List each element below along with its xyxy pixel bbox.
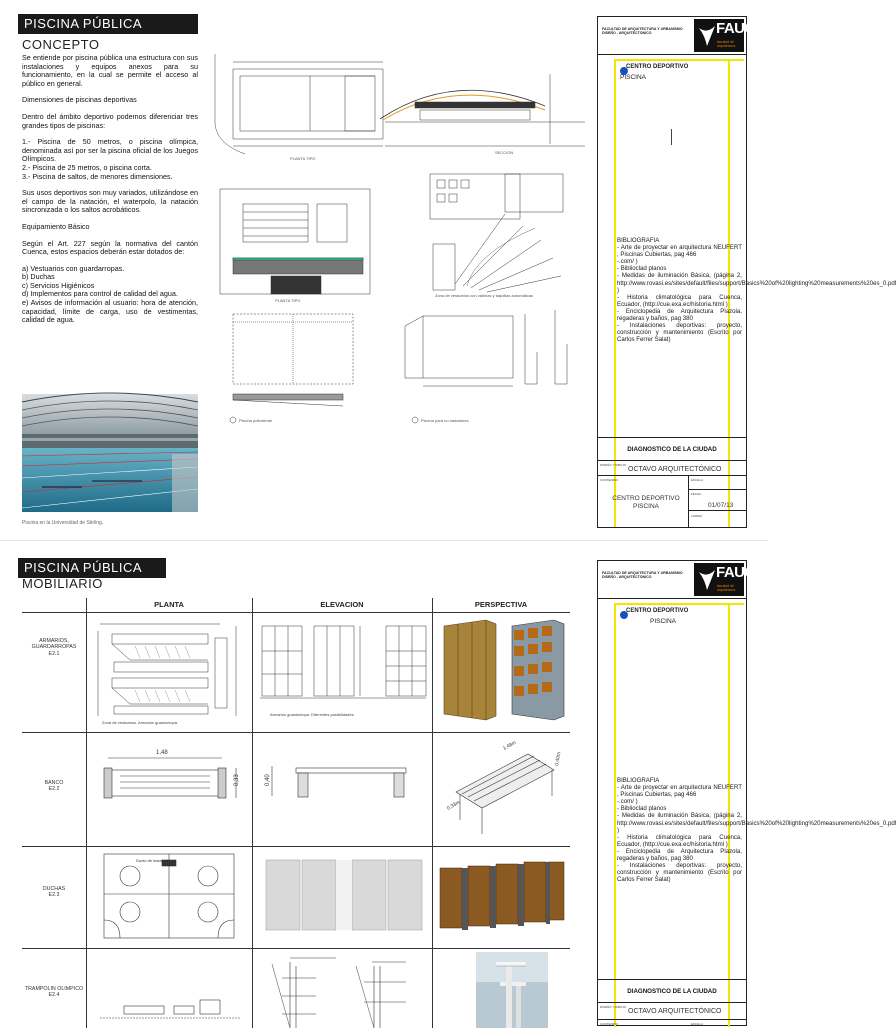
diving-board-perspective bbox=[436, 952, 568, 1033]
pool-plan-middle bbox=[220, 189, 370, 303]
paragraph: Dimensiones de piscinas deportivas bbox=[22, 95, 137, 105]
pool-section bbox=[380, 74, 585, 155]
furniture-table bbox=[22, 598, 570, 1028]
sheet-separator bbox=[0, 540, 768, 541]
table-rule bbox=[252, 598, 253, 1028]
page-title: PISCINA PÚBLICA bbox=[18, 14, 198, 34]
bibliography: BIBLIOGRAFIA - Arte de proyectar en arquitectura NEUFERT , Piscinas Cubiertas, pag 466 -.com/ ) - Biblioclad planos - Medidas de iluminación Básica, (página 2, http://www.rovasi.es/sites/default/files/support/Basics%20of%20lighting%20measurements%20es_0.pdf ) - Historia climatológica para Cuenca, Ecuador, (http://cue.exa.ec/historia.html ) - Enciclopedia de Arquitectura Plazola, regaderas y baños, pag 380 - Instalaciones deportivas: proyecto, construcción y mantenimiento (Escrito por Carlos Ferrer Salat) bbox=[617, 777, 896, 884]
logo-text: FAUC bbox=[716, 20, 755, 37]
accent-line bbox=[614, 603, 744, 605]
pool-non-swimmers-plan bbox=[405, 310, 567, 423]
row-divider bbox=[598, 1019, 746, 1020]
list-item: b) Duchas bbox=[22, 272, 55, 282]
drawing-caption: Armarios guardarropa. Diferentes posibilidades. bbox=[270, 712, 355, 717]
row-label-trampolin: TRAMPOLIN OLIMPICO E2.4 bbox=[24, 986, 84, 999]
paragraph: Según el Art. 227 según la normativa del cantón Cuenca, estos espacios deberán estar dotados de: bbox=[22, 238, 198, 257]
column-divider bbox=[688, 475, 689, 527]
bird-logo-icon bbox=[697, 24, 717, 48]
showers-perspective bbox=[436, 850, 568, 949]
project-subname: PISCINA bbox=[650, 618, 677, 625]
drawing-label: PLANTA TIPO bbox=[275, 298, 301, 303]
pool-photo bbox=[22, 394, 198, 512]
list-item: 1.- Piscina de 50 metros, o piscina olímpica, denominada así por ser la piscina oficial de los Juegos Olímpicos. bbox=[22, 137, 198, 164]
fauc-logo bbox=[694, 19, 755, 52]
date-value: 01/07/13 bbox=[708, 502, 734, 509]
equipment-list bbox=[22, 265, 198, 325]
label-dibujo: DISEÑO Y DIBUJO bbox=[600, 1005, 627, 1009]
row-divider bbox=[598, 475, 746, 476]
table-rule bbox=[86, 598, 87, 1028]
course-name: OCTAVO ARQUITECTÓNICO bbox=[628, 466, 722, 473]
content-value: CENTRO DEPORTIVO PISCINA bbox=[612, 495, 680, 510]
bench-elevation bbox=[256, 736, 428, 847]
section-title: MOBILIARIO bbox=[22, 576, 103, 591]
photo-caption: Piscina en la Universidad de Stirling. bbox=[22, 520, 104, 526]
row-label-duchas: DUCHAS E2.3 bbox=[42, 886, 66, 899]
paragraph: Equipamiento Básico bbox=[22, 221, 90, 231]
list-item: 2.- Piscina de 25 metros, o piscina corta. bbox=[22, 162, 152, 172]
label-escala: ESCALA bbox=[691, 478, 703, 482]
drawing-label: SECCION bbox=[495, 150, 514, 155]
sheet-mobiliario bbox=[0, 548, 896, 1026]
title-block bbox=[597, 560, 896, 1026]
dimension-label: 1,48m bbox=[502, 739, 518, 752]
drawing-label: Zona de vestuarios con cabinas y taquillas automáticas bbox=[435, 293, 534, 298]
bench-perspective bbox=[436, 736, 568, 847]
row-label-armarios: ARMARIOS, GUARDARROPAS E2.1 bbox=[31, 638, 77, 657]
fauc-logo bbox=[694, 563, 755, 596]
drawing-label: Piscina polivalente bbox=[239, 418, 273, 423]
concept-text bbox=[22, 54, 198, 325]
dimension-label: 0,33m bbox=[446, 799, 462, 812]
label-fecha: FECHA bbox=[691, 492, 702, 496]
dimension-label: 0,40 bbox=[265, 774, 271, 786]
dimension-label: 1,48 bbox=[156, 750, 168, 756]
title-block-header bbox=[598, 17, 755, 55]
project-subname: PISCINA bbox=[620, 74, 647, 81]
label-escala: ESCALA bbox=[691, 1022, 703, 1026]
diagnostico-heading: DIAGNOSTICO DE LA CIUDAD bbox=[598, 437, 746, 461]
list-item: c) Servicios Higiénicos bbox=[22, 280, 95, 290]
label-lamina: LAMINA bbox=[691, 514, 703, 518]
course-name: OCTAVO ARQUITECTÓNICO bbox=[628, 1008, 722, 1015]
bibliography: BIBLIOGRAFIA - Arte de proyectar en arquitectura NEUFERT , Piscinas Cubiertas, pag 466 -.com/ ) - Biblioclad planos - Medidas de iluminación Básica, (página 2, http://www.rovasi.es/sites/default/files/support/Basics%20of%20lighting%20measurements%20es_0.pdf ) - Historia climatológica para Cuenca, Ecuador, (http://cue.exa.ec/historia.html ) - Enciclopedia de Arquitectura Plazola, regaderas y baños, pag 380 - Instalaciones deportivas: proyecto, construcción y mantenimiento (Escrito por Carlos Ferrer Salat) bbox=[617, 237, 896, 344]
title-block bbox=[597, 16, 896, 528]
paragraph: Dentro del ámbito deportivo podemos diferenciar tres grandes tipos de piscinas: bbox=[22, 111, 198, 130]
drawing-label: PLANTA TIPO bbox=[290, 156, 316, 161]
pool-multipurpose-plan bbox=[230, 314, 353, 423]
logo-text: FAUC bbox=[716, 564, 755, 581]
lockers-plan bbox=[90, 616, 248, 733]
project-name: CENTRO DEPORTIVO bbox=[626, 64, 689, 70]
pool-plan-top bbox=[215, 54, 383, 161]
pool-drawings bbox=[205, 14, 590, 424]
label-contenido: CONTENIDO bbox=[600, 1022, 618, 1026]
page-title: PISCINA PÚBLICA bbox=[18, 558, 166, 578]
dimension-label: 0,40m bbox=[554, 751, 563, 767]
list-item: d) Implementos para control de calidad del agua. bbox=[22, 289, 178, 299]
school-name: FACULTAD DE ARQUITECTURA Y URBANISMO DISEÑO - ARQUITECTONICO bbox=[602, 27, 683, 36]
column-header-planta: PLANTA bbox=[154, 600, 184, 609]
label-contenido: CONTENIDO bbox=[600, 478, 618, 482]
locker-room-plan bbox=[430, 174, 563, 298]
paragraph: Sus usos deportivos son muy variados, utilizándose en el campo de la natación, el waterpolo, la natación sincronizada o los saltos acrobáticos. bbox=[22, 188, 198, 215]
logo-subtext: facultad de arquitectura bbox=[717, 584, 736, 592]
label-dibujo: DISEÑO Y DIBUJO bbox=[600, 463, 627, 467]
drawing-label: Piscina para no nadadores bbox=[421, 418, 469, 423]
list-item: a) Vestuarios con guardarropas. bbox=[22, 263, 125, 273]
title-block-header bbox=[598, 561, 755, 599]
diving-board-plan bbox=[90, 952, 248, 1033]
logo-subtext: facultad de arquitectura bbox=[717, 40, 736, 48]
showers-elevation bbox=[256, 850, 428, 949]
paragraph: Se entiende por piscina pública una estructura con sus instalaciones y equipos anexos para su funcionamiento, en la cual se permite el acceso al público en general. bbox=[22, 53, 198, 88]
table-rule bbox=[22, 612, 570, 613]
section-title: CONCEPTO bbox=[22, 37, 100, 52]
row-label-banco: BANCO E2.2 bbox=[44, 780, 64, 793]
diving-board-elevation bbox=[256, 952, 428, 1033]
bench-plan bbox=[90, 736, 248, 847]
row-divider bbox=[688, 489, 746, 490]
school-name: FACULTAD DE ARQUITECTURA Y URBANISMO DISEÑO - ARQUITECTONICO bbox=[602, 571, 683, 580]
row-divider bbox=[688, 510, 746, 511]
diagnostico-heading: DIAGNOSTICO DE LA CIUDAD bbox=[598, 979, 746, 1003]
project-name: CENTRO DEPORTIVO bbox=[626, 608, 689, 614]
pool-types-list bbox=[22, 138, 198, 181]
lockers-perspective bbox=[436, 616, 568, 733]
lockers-elevation bbox=[256, 616, 428, 733]
divider bbox=[671, 129, 672, 145]
dimension-label: 0,33 bbox=[234, 774, 240, 786]
drawing-caption: Zona de vestuarios. Armarios guardarropa. bbox=[102, 720, 179, 725]
showers-plan bbox=[90, 850, 248, 949]
list-item: e) Avisos de información al usuario: hora de atención, capacidad, límite de carga, uso de vestimentas, calidad de agua. bbox=[22, 298, 198, 325]
column-header-perspectiva: PERSPECTIVA bbox=[474, 600, 528, 609]
table-rule bbox=[432, 598, 433, 1028]
accent-line bbox=[614, 603, 616, 1027]
bird-logo-icon bbox=[697, 568, 717, 592]
drawing-caption: Ducto de instalaciones bbox=[136, 858, 177, 863]
column-header-elevacion: ELEVACION bbox=[320, 600, 364, 609]
list-item: 3.- Piscina de saltos, de menores dimensiones. bbox=[22, 171, 173, 181]
accent-line bbox=[614, 59, 744, 61]
